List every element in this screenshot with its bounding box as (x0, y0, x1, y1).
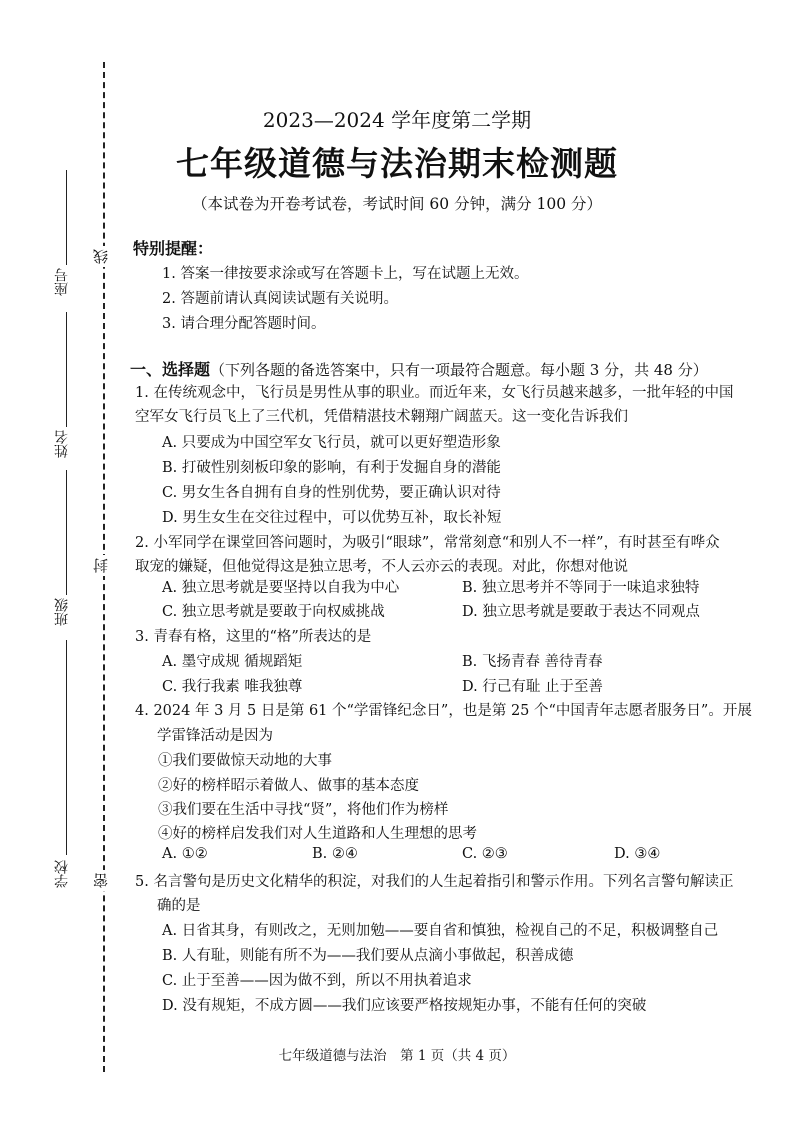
q3-option-a: A. 墨守成规 循规蹈矩 (162, 654, 303, 670)
q5-option-b: B. 人有耻，则能有所不为——我们要从点滴小事做起，积善成德 (162, 948, 574, 964)
binding-char-xian: 线 (90, 246, 111, 267)
q4-statement-3: ③我们要在生活中寻找“贤”，将他们作为榜样 (158, 802, 449, 818)
q4-option-a: A. ①② (162, 846, 208, 862)
seat-number-label: 座号 (54, 268, 70, 296)
binding-char-mi: 密 (90, 870, 111, 891)
reminder-item: 3. 请合理分配答题时间。 (162, 316, 326, 332)
q5-stem-line1: 5. 名言警句是历史文化精华的积淀，对我们的人生起着指引和警示作用。下列名言警句解读正 (135, 874, 734, 890)
q1-option-b: B. 打破性别刻板印象的影响，有利于发掘自身的潜能 (162, 460, 501, 476)
section-heading (130, 357, 708, 380)
q1-option-d: D. 男生女生在交往过程中，可以优势互补，取长补短 (162, 510, 502, 526)
q3-option-c: C. 我行我素 唯我独尊 (162, 679, 303, 695)
name-blank (66, 312, 67, 427)
q5-stem-line2: 确的是 (157, 898, 201, 914)
q5-option-c: C. 止于至善——因为做不到，所以不用执着追求 (162, 973, 472, 989)
q1-option-a: A. 只要成为中国空军女飞行员，就可以更好塑造形象 (162, 435, 501, 451)
q4-statement-2: ②好的榜样昭示着做人、做事的基本态度 (158, 778, 419, 794)
reminder-heading: 特别提醒： (133, 239, 214, 258)
q1-option-c: C. 男女生各自拥有自身的性别优势，要正确认识对待 (162, 485, 501, 501)
section-heading-label: 一、选择题 (130, 360, 211, 379)
q4-option-d: D. ③④ (614, 846, 661, 862)
q1-stem-line1: 1. 在传统观念中，飞行员是男性从事的职业。而近年来，女飞行员越来越多，一批年轻的中国 (135, 385, 734, 401)
reminder-item: 2. 答题前请认真阅读试题有关说明。 (162, 291, 398, 307)
q3-option-d: D. 行己有耻 止于至善 (462, 679, 603, 695)
q3-option-b: B. 飞扬青春 善待青春 (462, 654, 603, 670)
name-label: 姓名 (54, 430, 70, 458)
q4-stem-line1: 4. 2024 年 3 月 5 日是第 61 个“学雷锋纪念日”，也是第 25 个“中国青年志愿者服务日”。开展 (135, 703, 752, 719)
q3-stem: 3. 青春有格，这里的“格”所表达的是 (135, 629, 372, 645)
q2-option-a: A. 独立思考就是要坚持以自我为中心 (162, 580, 400, 596)
q4-option-c: C. ②③ (462, 846, 508, 862)
term-title: 2023—2024 学年度第二学期 (262, 108, 532, 132)
q5-option-a: A. 日省其身，有则改之，无则加勉——要自省和慎独，检视自己的不足，积极调整自己 (162, 923, 719, 939)
q5-option-d: D. 没有规矩，不成方圆——我们应该要严格按规矩办事，不能有任何的突破 (162, 998, 647, 1014)
q2-stem-line1: 2. 小军同学在课堂回答问题时，为吸引“眼球”，常常刻意“和别人不一样”，有时甚至有哗众 (135, 535, 720, 551)
q4-stem-line2: 学雷锋活动是因为 (157, 728, 273, 744)
school-label: 学校 (54, 860, 70, 888)
page-footer: 七年级道德与法治 第 1 页（共 4 页） (278, 1048, 516, 1064)
binding-char-feng: 封 (90, 555, 111, 576)
q2-stem-line2: 取宠的嫌疑，但他觉得这是独立思考，不人云亦云的表现。对此，你想对他说 (135, 559, 628, 575)
reminder-item: 1. 答案一律按要求涂或写在答题卡上，写在试题上无效。 (162, 266, 529, 282)
exam-subtitle: （本试卷为开卷考试卷，考试时间 60 分钟，满分 100 分） (191, 195, 603, 213)
q4-statement-4: ④好的榜样启发我们对人生道路和人生理想的思考 (158, 826, 477, 842)
q1-stem-line2: 空军女飞行员飞上了三代机，凭借精湛技术翱翔广阔蓝天。这一变化告诉我们 (135, 409, 628, 425)
class-label: 班级 (54, 598, 70, 626)
q2-option-b: B. 独立思考并不等同于一味追求独特 (462, 580, 700, 596)
q2-option-c: C. 独立思考就是要敢于向权威挑战 (162, 604, 385, 620)
q4-statement-1: ①我们要做惊天动地的大事 (158, 753, 332, 769)
exam-title: 七年级道德与法治期末检测题 (176, 144, 618, 183)
q2-option-d: D. 独立思考就是要敢于表达不同观点 (462, 604, 700, 620)
school-blank (66, 640, 67, 855)
class-blank (66, 470, 67, 595)
section-heading-note: （下列各题的备选答案中，只有一项最符合题意。每小题 3 分，共 48 分） (210, 361, 708, 379)
q4-option-b: B. ②④ (312, 846, 358, 862)
